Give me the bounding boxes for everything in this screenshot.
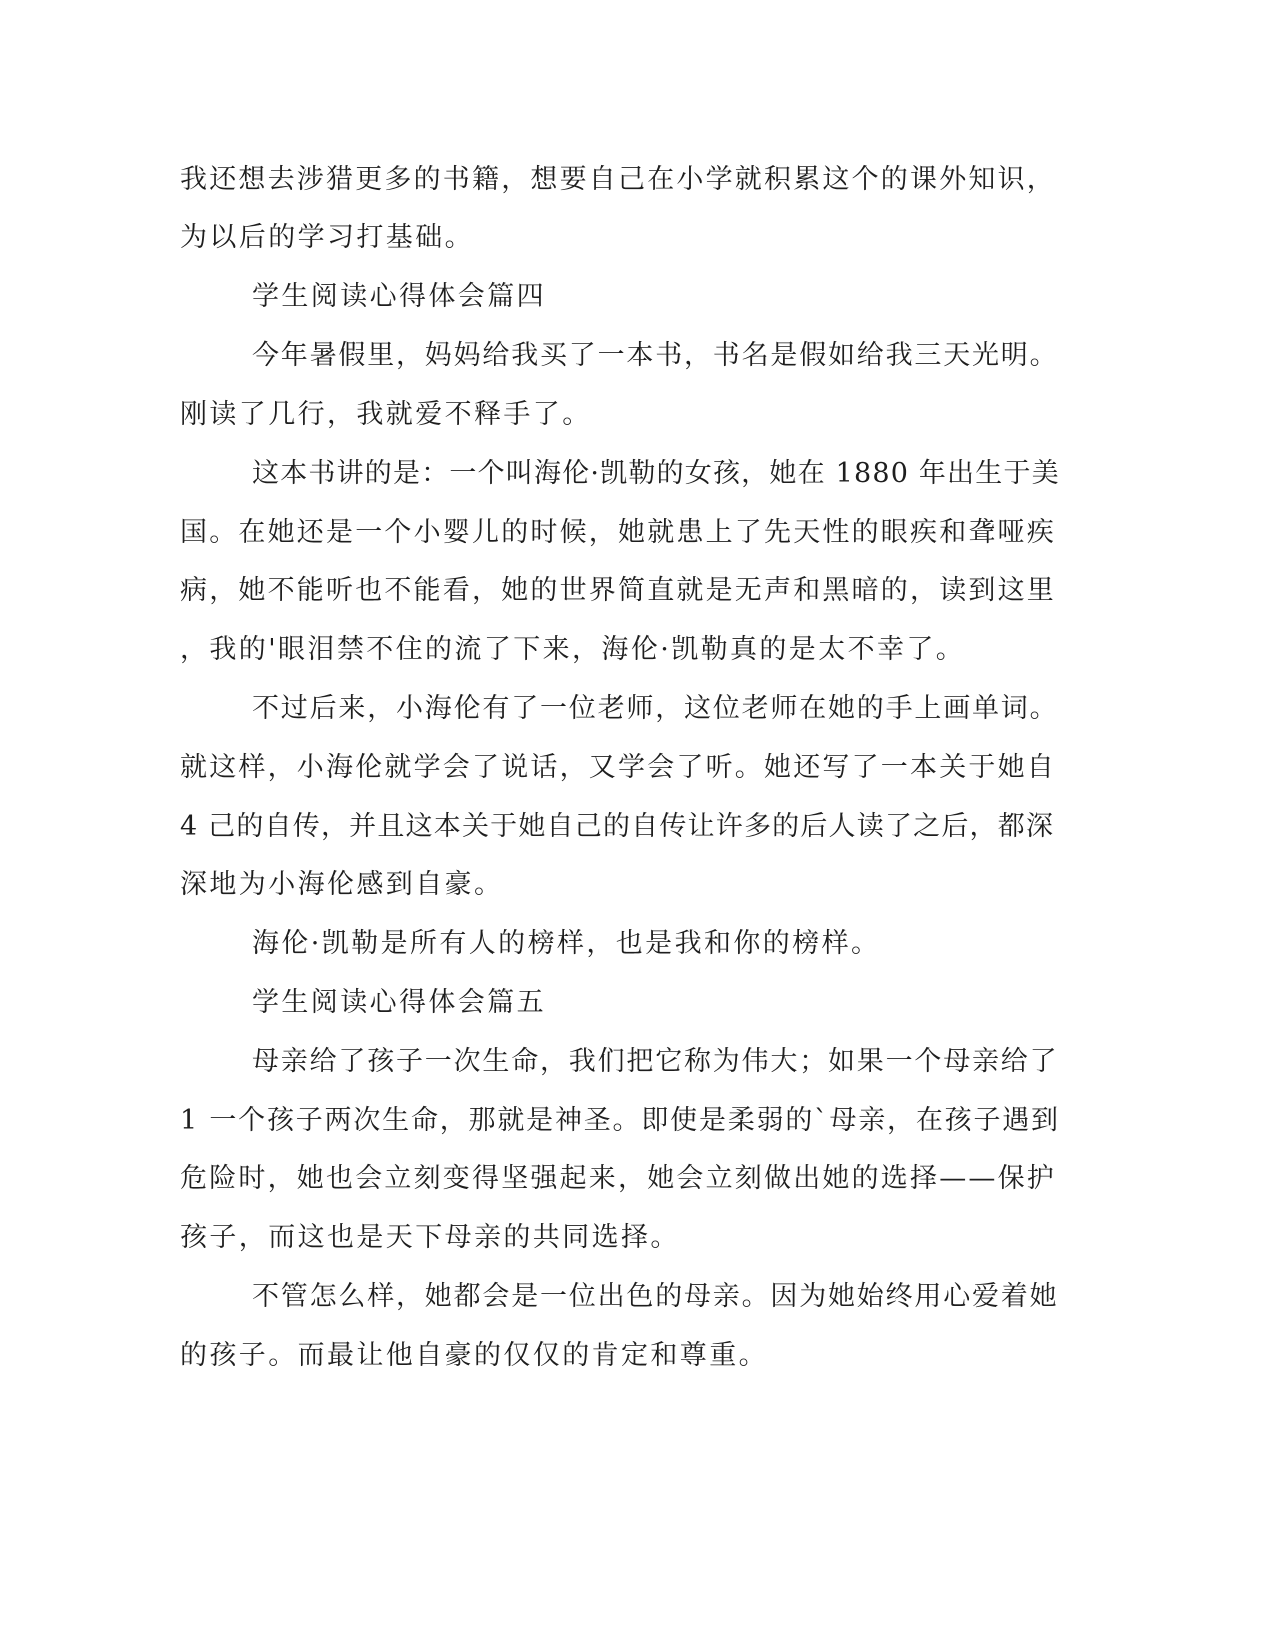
text-line: 病，她不能听也不能看，她的世界简直就是无声和黑暗的，读到这里 xyxy=(180,575,1056,606)
text-line: 深地为小海伦感到自豪。 xyxy=(180,869,504,900)
text-line: 不管怎么样，她都会是一位出色的母亲。因为她始终用心爱着她 xyxy=(252,1281,1059,1312)
text-line: 刚读了几行，我就爱不释手了。 xyxy=(180,399,592,430)
text-line: 不过后来，小海伦有了一位老师，这位老师在她的手上画单词。 xyxy=(252,693,1059,724)
text-line: 海伦·凯勒是所有人的榜样，也是我和你的榜样。 xyxy=(252,928,881,959)
text-line: 这本书讲的是：一个叫海伦·凯勒的女孩，她在 1880 年出生于美 xyxy=(252,458,1060,489)
section-heading: 学生阅读心得体会篇五 xyxy=(252,987,546,1018)
text-line: 国。在她还是一个小婴儿的时候，她就患上了先天性的眼疾和聋哑疾 xyxy=(180,517,1056,548)
text-line: 4 己的自传，并且这本关于她自己的自传让许多的后人读了之后，都深 xyxy=(180,811,1055,842)
text-line: 今年暑假里，妈妈给我买了一本书，书名是假如给我三天光明。 xyxy=(252,340,1059,371)
text-line: 为以后的学习打基础。 xyxy=(180,222,474,253)
text-line: 就这样，小海伦就学会了说话，又学会了听。她还写了一本关于她自 xyxy=(180,752,1056,783)
text-line: 的孩子。而最让他自豪的仅仅的肯定和尊重。 xyxy=(180,1340,768,1371)
text-line: 危险时，她也会立刻变得坚强起来，她会立刻做出她的选择——保护 xyxy=(180,1163,1056,1194)
text-line: 我还想去涉猎更多的书籍，想要自己在小学就积累这个的课外知识， xyxy=(180,164,1056,195)
section-heading: 学生阅读心得体会篇四 xyxy=(252,281,546,312)
text-line: ，我的'眼泪禁不住的流了下来，海伦·凯勒真的是太不幸了。 xyxy=(180,634,966,665)
text-line: 1 一个孩子两次生命，那就是神圣。即使是柔弱的`母亲，在孩子遇到 xyxy=(180,1105,1060,1136)
text-line: 母亲给了孩子一次生命，我们把它称为伟大；如果一个母亲给了 xyxy=(252,1046,1059,1077)
text-line: 孩子，而这也是天下母亲的共同选择。 xyxy=(180,1222,680,1253)
